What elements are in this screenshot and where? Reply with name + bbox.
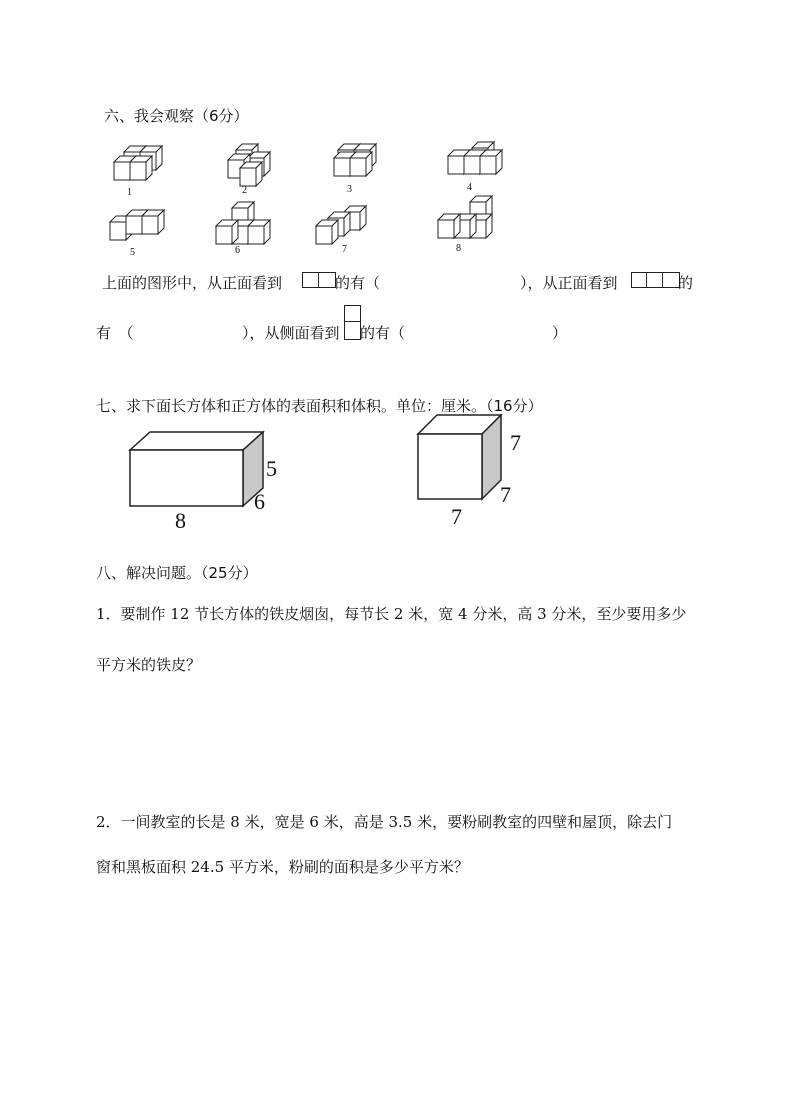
cube-bottom-label: 7 [451,504,462,529]
problem2-line1: 2．一间教室的长是 8 米，宽是 6 米，高是 3.5 米，要粉刷教室的四壁和屋顶，除去门 [96,813,673,831]
q6-line1-part3: ），从正面看到 [520,274,618,292]
q6-line2-part1: 有 （ [96,324,134,342]
figure-label-4: 4 [467,182,472,193]
cube-drawing [414,411,506,505]
figure-3 [334,144,376,176]
two-square-view-icon [302,272,336,288]
q6-line1-part2: 的有（ [335,274,381,292]
figure-5 [110,210,164,240]
section6-heading: 六、我会观察（6分） [104,107,249,125]
cuboid-width-label: 6 [254,489,265,514]
cuboid-height-label: 5 [266,456,277,481]
section7-heading: 七、求下面长方体和正方体的表面积和体积。单位：厘米。（16分） [96,397,543,415]
figure-label-2: 2 [242,185,247,196]
figure-4 [448,142,502,174]
cuboid-drawing [125,428,270,512]
figure-6 [216,202,270,244]
figure-label-5: 5 [130,247,135,258]
q6-line2-part2: ），从侧面看到 [242,324,340,342]
figure-7 [316,206,366,244]
three-square-view-icon [631,272,680,288]
q6-line1-part1: 上面的图形中，从正面看到 [102,274,283,292]
q6-line2-part4: ） [552,324,568,342]
cuboid-length-label: 8 [175,508,186,533]
cube-right-label: 7 [500,482,511,507]
section8-heading: 八、解决问题。（25分） [96,564,258,582]
problem2-line2: 窗和黑板面积 24.5 平方米，粉刷的面积是多少平方米？ [96,858,469,876]
problem1-line1: 1．要制作 12 节长方体的铁皮烟囱，每节长 2 米，宽 4 分米，高 3 分米，至少要用多少 [96,605,687,623]
cube-figures [100,140,520,258]
problem1-line2: 平方米的铁皮？ [96,656,202,674]
q6-line2-part3: 的有（ [360,324,406,342]
figure-label-6: 6 [235,245,240,256]
figure-label-3: 3 [347,184,352,195]
figure-2 [228,144,270,186]
cube-top-label: 7 [510,430,521,455]
figure-label-8: 8 [456,243,461,254]
figure-1 [114,146,162,180]
figure-label-1: 1 [127,187,132,198]
stacked-square-view-icon [344,305,361,340]
figure-label-7: 7 [342,244,347,255]
figure-8 [438,196,492,238]
q6-line1-part4: 的 [678,274,694,292]
